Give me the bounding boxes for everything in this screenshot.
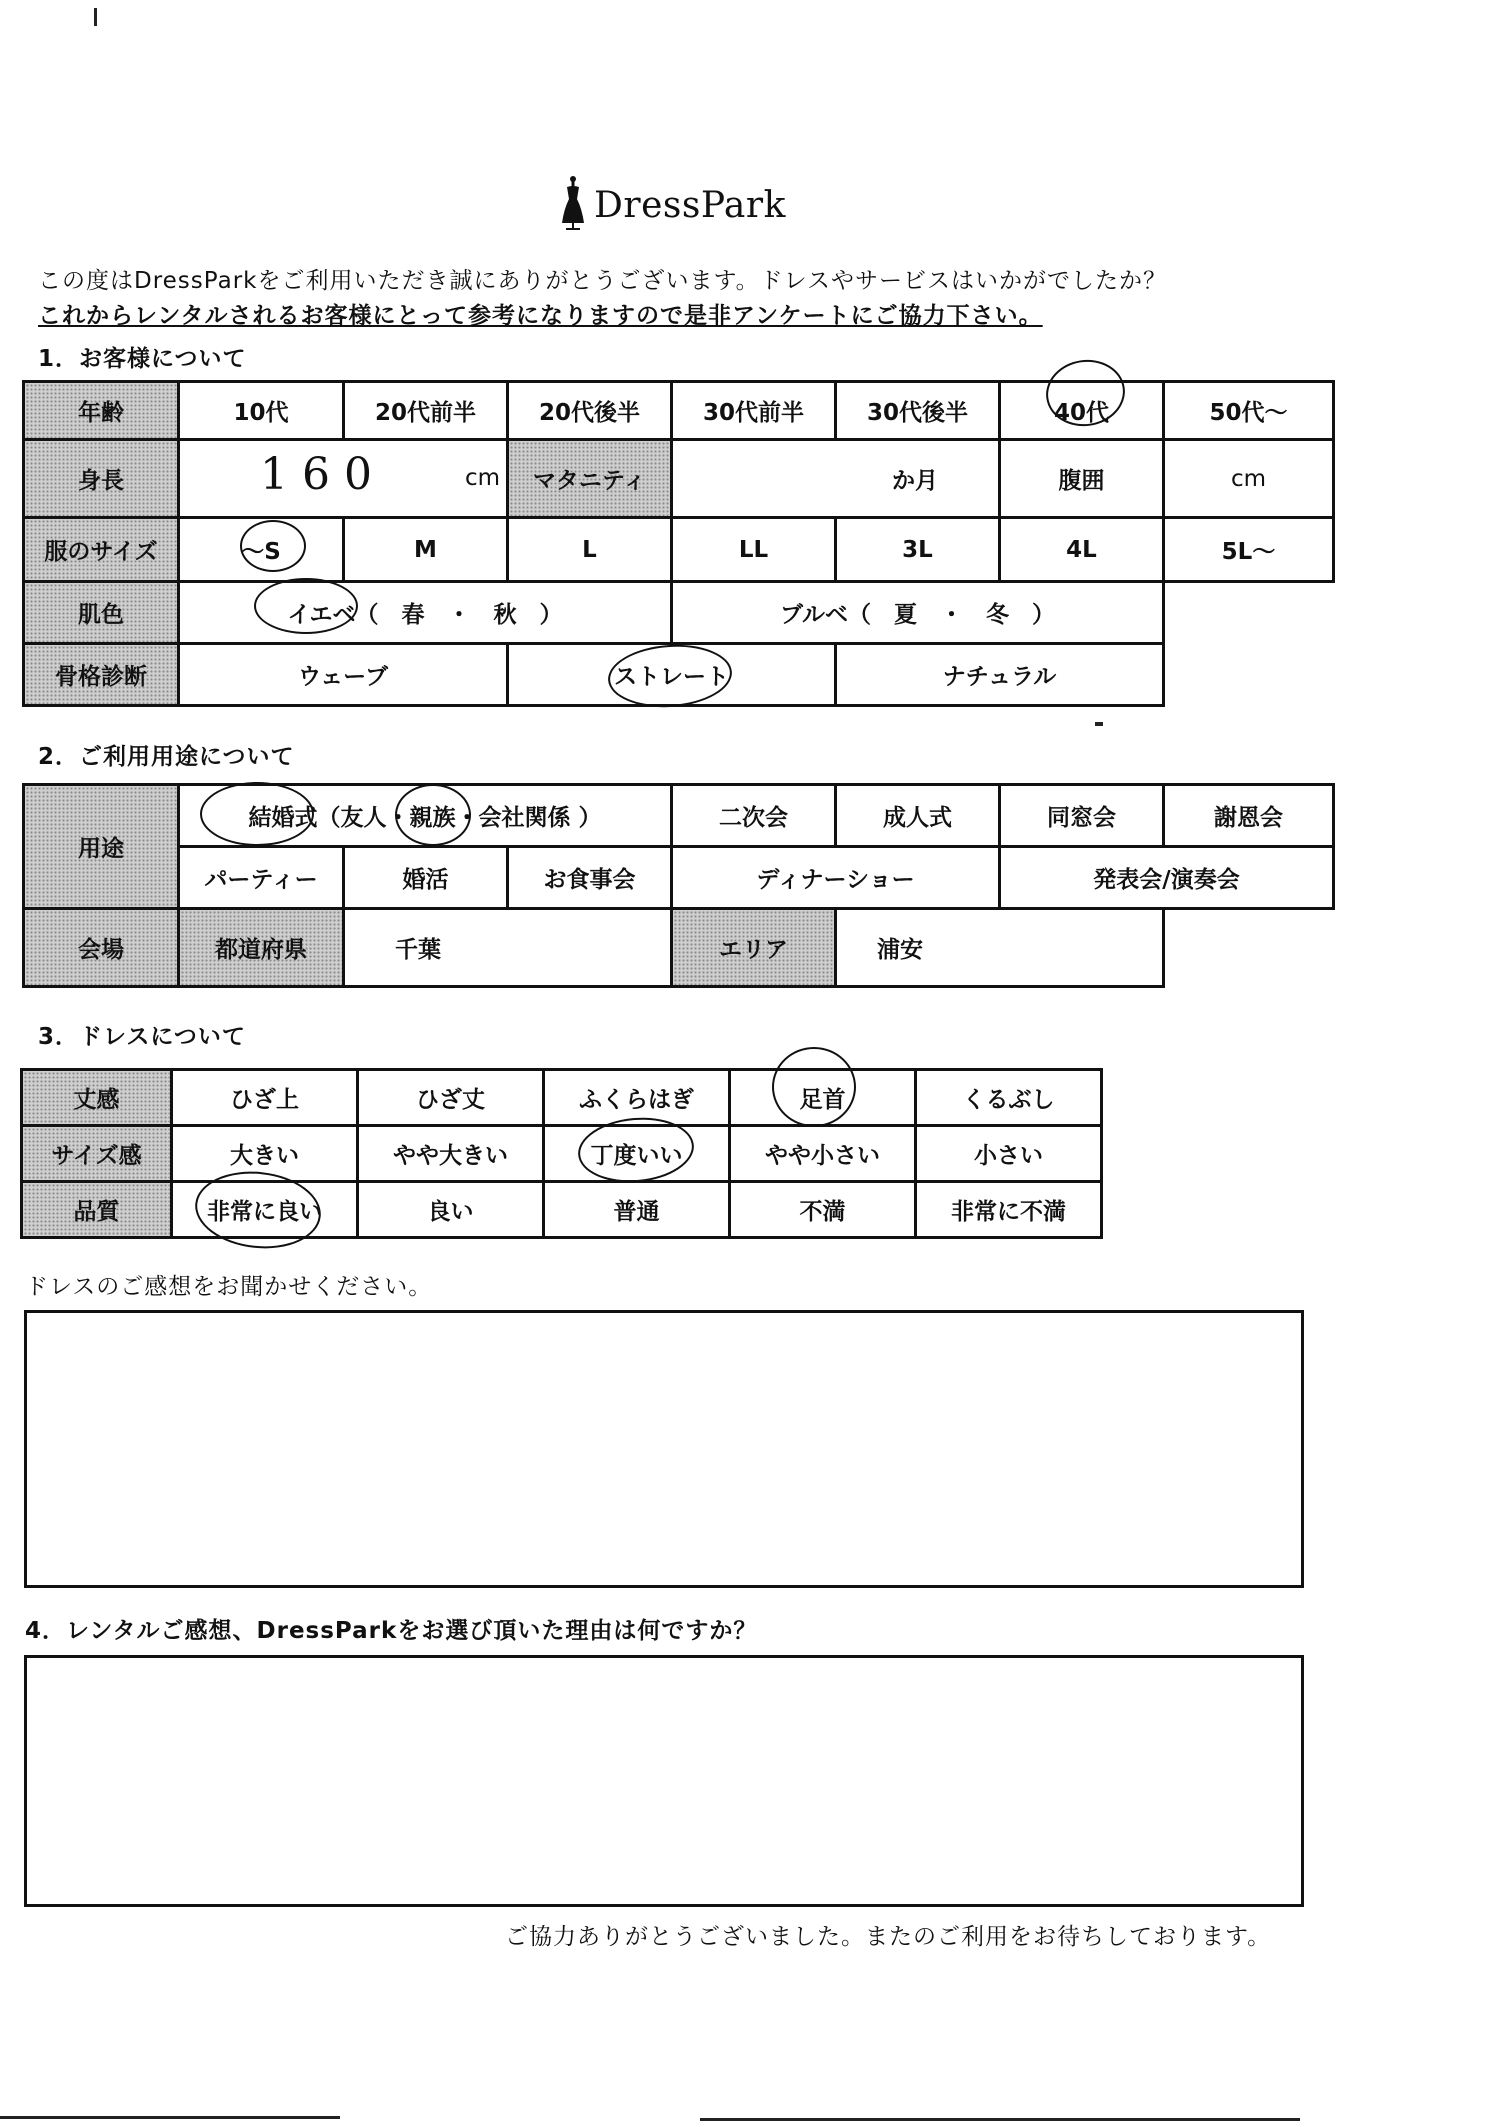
section4-title: 4．レンタルご感想、DressParkをお選び頂いた理由は何ですか？	[25, 1618, 758, 1644]
usage-table	[22, 783, 1335, 988]
wedding-friend: 友人・	[340, 805, 410, 831]
skin-blue-option[interactable]	[672, 582, 1164, 644]
section3-title: 3．ドレスについて	[38, 1024, 246, 1050]
area-label: エリア	[672, 909, 836, 987]
maternity-label: マタニティ	[508, 440, 672, 518]
size-option[interactable]: 5L～	[1164, 518, 1334, 582]
scan-speck	[0, 2116, 340, 2119]
section2-title: 2．ご利用用途について	[38, 744, 295, 770]
fit-option[interactable]: 小さい	[916, 1126, 1102, 1182]
blank-cell	[1164, 582, 1334, 644]
quality-option[interactable]: 非常に不満	[916, 1182, 1102, 1238]
length-option[interactable]: ひざ上	[172, 1070, 358, 1126]
fit-option[interactable]: やや小さい	[730, 1126, 916, 1182]
purpose-label: 用途	[24, 785, 179, 909]
quality-option[interactable]: 普通	[544, 1182, 730, 1238]
intro-request: これからレンタルされるお客様にとって参考になりますので是非アンケートにご協力下さい。	[38, 303, 1043, 329]
age-option[interactable]: 10代	[179, 382, 344, 440]
length-label: 丈感	[22, 1070, 172, 1126]
skin-blue-label: ブルベ	[779, 602, 849, 628]
height-unit: cm	[464, 465, 500, 491]
dress-comment-prompt: ドレスのご感想をお聞かせください。	[25, 1274, 433, 1300]
size-option[interactable]: 3L	[836, 518, 1000, 582]
brand-logo	[560, 175, 786, 235]
purpose-option[interactable]: ディナーショー	[672, 847, 1000, 909]
fit-label: サイズ感	[22, 1126, 172, 1182]
customer-table	[22, 380, 1335, 707]
purpose-option[interactable]: 婚活	[344, 847, 508, 909]
quality-option[interactable]: 良い	[358, 1182, 544, 1238]
purpose-option[interactable]: お食事会	[508, 847, 672, 909]
age-label: 年齢	[24, 382, 179, 440]
purpose-option[interactable]: パーティー	[179, 847, 344, 909]
frame-option[interactable]: ウェーブ	[179, 644, 508, 706]
purpose-option[interactable]: 発表会/演奏会	[1000, 847, 1334, 909]
blank-cell	[1164, 909, 1334, 987]
scan-speck	[700, 2118, 1300, 2121]
dress-form-icon	[560, 175, 586, 235]
wedding-company: ・会社関係 ）	[455, 805, 602, 831]
fit-option[interactable]: やや大きい	[358, 1126, 544, 1182]
size-option-selected[interactable]: ～S	[179, 518, 344, 582]
length-option[interactable]: ひざ丈	[358, 1070, 544, 1126]
age-option[interactable]: 20代前半	[344, 382, 508, 440]
purpose-option[interactable]: 成人式	[836, 785, 1000, 847]
quality-label: 品質	[22, 1182, 172, 1238]
quality-option-selected[interactable]: 非常に良い	[172, 1182, 358, 1238]
skin-yellow-seasons: （ 春 ・ 秋 ）	[355, 602, 563, 628]
purpose-option[interactable]: 謝恩会	[1164, 785, 1334, 847]
frame-option-selected[interactable]: ストレート	[508, 644, 836, 706]
size-label: 服のサイズ	[24, 518, 179, 582]
skin-label: 肌色	[24, 582, 179, 644]
age-option[interactable]: 50代～	[1164, 382, 1334, 440]
scan-speck	[1095, 722, 1103, 726]
dress-comment-box[interactable]	[24, 1310, 1304, 1588]
height-label: 身長	[24, 440, 179, 518]
brand-name: DressPark	[594, 184, 786, 226]
dress-table	[20, 1068, 1103, 1239]
wedding-paren: （	[317, 805, 341, 831]
frame-option[interactable]: ナチュラル	[836, 644, 1164, 706]
blank-cell	[1164, 644, 1334, 706]
age-option[interactable]: 30代前半	[672, 382, 836, 440]
scan-speck	[94, 8, 97, 26]
size-option[interactable]: L	[508, 518, 672, 582]
age-option[interactable]: 30代後半	[836, 382, 1000, 440]
skin-yellow-label: イエベ	[287, 602, 356, 628]
waist-label: 腹囲	[1000, 440, 1164, 518]
purpose-option[interactable]: 二次会	[672, 785, 836, 847]
length-option[interactable]: くるぶし	[916, 1070, 1102, 1126]
size-option[interactable]: LL	[672, 518, 836, 582]
prefecture-label: 都道府県	[179, 909, 344, 987]
size-option[interactable]: M	[344, 518, 508, 582]
quality-option[interactable]: 不満	[730, 1182, 916, 1238]
fit-option[interactable]: 大きい	[172, 1126, 358, 1182]
wedding-option[interactable]	[179, 785, 672, 847]
size-option[interactable]: 4L	[1000, 518, 1164, 582]
height-field[interactable]	[179, 440, 508, 518]
prefecture-value[interactable]: 千葉	[344, 909, 672, 987]
waist-field[interactable]: cm	[1164, 440, 1334, 518]
area-value[interactable]: 浦安	[836, 909, 1164, 987]
skin-blue-seasons: （ 夏 ・ 冬 ）	[848, 602, 1056, 628]
wedding-label: 結婚式	[248, 805, 318, 831]
closing-message: ご協力ありがとうございました。またのご利用をお待ちしております。	[505, 1924, 1272, 1950]
maternity-field[interactable]: か月	[672, 440, 1000, 518]
rental-comment-box[interactable]	[24, 1655, 1304, 1907]
skin-yellow-option[interactable]	[179, 582, 672, 644]
fit-option-selected[interactable]: 丁度いい	[544, 1126, 730, 1182]
purpose-option[interactable]: 同窓会	[1000, 785, 1164, 847]
age-option[interactable]: 20代後半	[508, 382, 672, 440]
length-option[interactable]: ふくらはぎ	[544, 1070, 730, 1126]
age-option-selected[interactable]: 40代	[1000, 382, 1164, 440]
section1-title: 1．お客様について	[38, 346, 247, 372]
venue-label: 会場	[24, 909, 179, 987]
intro-text: この度はDressParkをご利用いただき誠にありがとうございます。ドレスやサービスはいかがでしたか？	[38, 268, 1167, 294]
wedding-family: 親族	[409, 805, 456, 831]
frame-label: 骨格診断	[24, 644, 179, 706]
length-option-selected[interactable]: 足首	[730, 1070, 916, 1126]
height-value: 160	[260, 449, 386, 500]
